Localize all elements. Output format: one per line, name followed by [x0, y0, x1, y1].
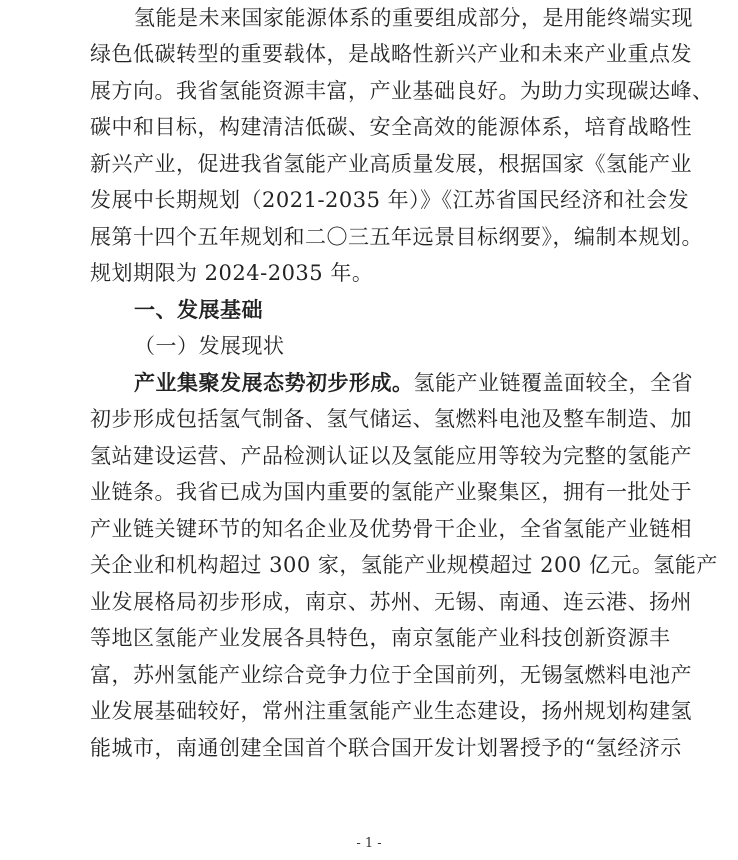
- paragraph-2-line-4: 业链条。我省已成为国内重要的氢能产业聚集区，拥有一批处于: [90, 480, 692, 504]
- paragraph-1-line-6: 发展中长期规划（2021-2035 年）》《江苏省国民经济和社会发: [90, 188, 690, 212]
- paragraph-1-line-8: 规划期限为 2024-2035 年。: [90, 261, 374, 285]
- paragraph-1-line-5: 新兴产业，促进我省氢能产业高质量发展，根据国家《氢能产业: [90, 152, 692, 176]
- paragraph-2-line-3: 氢站建设运营、产品检测认证以及氢能应用等较为完整的氢能产: [90, 444, 692, 468]
- paragraph-2-line-6: 关企业和机构超过 300 家，氢能产业规模超过 200 亿元。氢能产: [90, 553, 718, 577]
- paragraph-2-line-7: 业发展格局初步形成，南京、苏州、无锡、南通、连云港、扬州: [90, 590, 692, 614]
- paragraph-1-line-2: 绿色低碳转型的重要载体，是战略性新兴产业和未来产业重点发: [90, 42, 692, 66]
- subsection-heading: （一）发展现状: [134, 334, 285, 358]
- section-heading: 一、发展基础: [134, 298, 263, 322]
- paragraph-1-line-4: 碳中和目标，构建清洁低碳、安全高效的能源体系，培育战略性: [90, 115, 692, 139]
- paragraph-2-line-8: 等地区氢能产业发展各具特色，南京氢能产业科技创新资源丰: [90, 626, 671, 650]
- paragraph-1-line-7: 展第十四个五年规划和二〇三五年远景目标纲要》，编制本规划。: [90, 225, 703, 249]
- paragraph-2-line-9: 富，苏州氢能产业综合竞争力位于全国前列，无锡氢燃料电池产: [90, 663, 692, 687]
- page-number: - 1 -: [356, 836, 382, 851]
- paragraph-1-line-1: 氢能是未来国家能源体系的重要组成部分，是用能终端实现: [134, 6, 693, 30]
- paragraph-2-line-1-rest: 氢能产业链覆盖面较全，全省: [413, 371, 693, 395]
- paragraph-2-lead: 产业集聚发展态势初步形成。: [134, 371, 414, 395]
- paragraph-2-line-5: 产业链关键环节的知名企业及优势骨干企业，全省氢能产业链相: [90, 517, 692, 541]
- paragraph-2-line-1: [90, 369, 693, 397]
- paragraph-2-line-10: 业发展基础较好，常州注重氢能产业生态建设，扬州规划构建氢: [90, 699, 692, 723]
- paragraph-2-line-2: 初步形成包括氢气制备、氢气储运、氢燃料电池及整车制造、加: [90, 407, 692, 431]
- paragraph-2-line-11: 能城市，南通创建全国首个联合国开发计划署授予的“氢经济示: [90, 736, 682, 760]
- paragraph-1-line-3: 展方向。我省氢能资源丰富，产业基础良好。为助力实现碳达峰、: [90, 79, 714, 103]
